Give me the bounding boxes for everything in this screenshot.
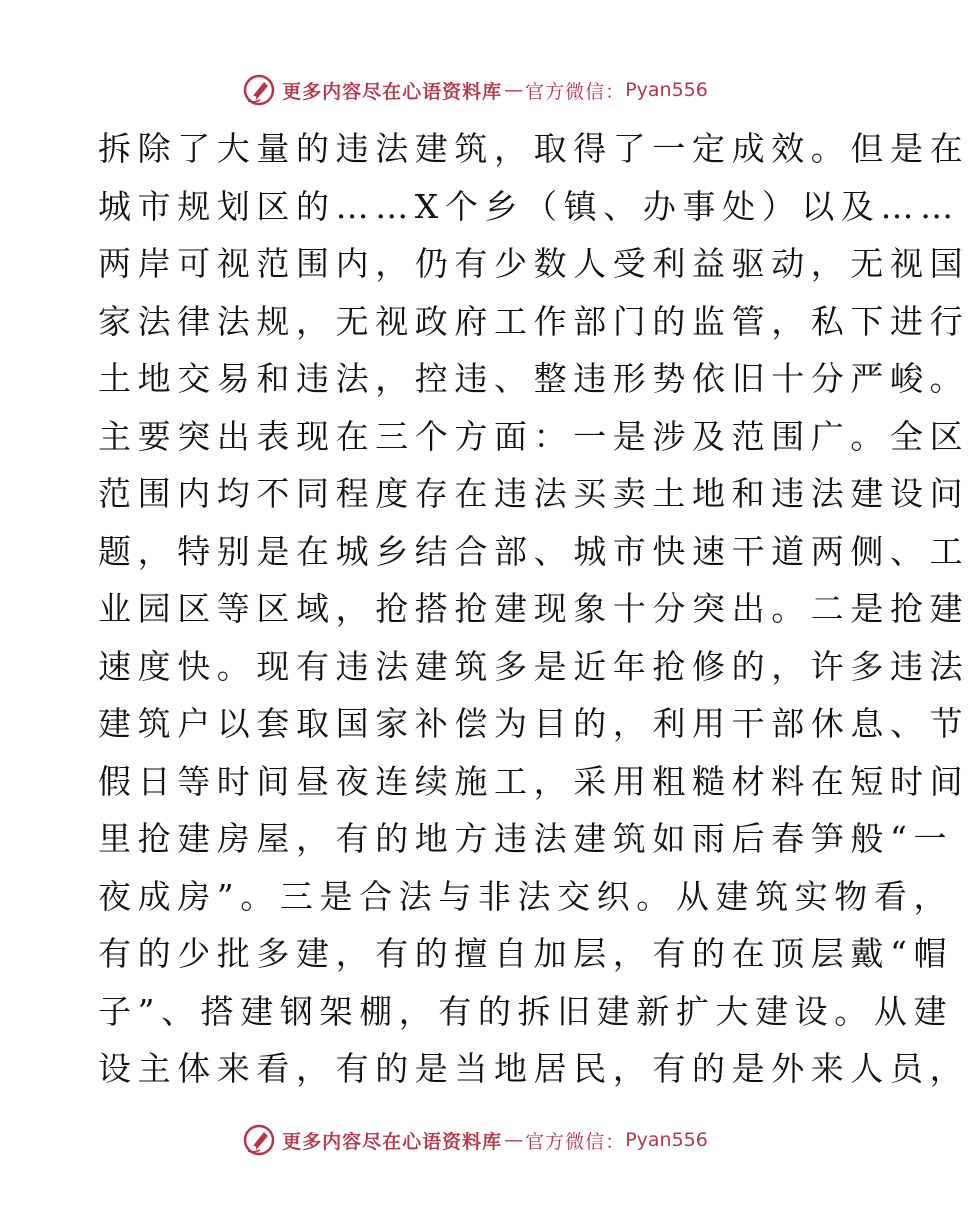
banner-wechat-label: 官方微信： [525, 80, 626, 103]
body-line: 夜成房”。三是合法与非法交织。从建筑实物看， [98, 876, 954, 916]
body-line: 家法律法规，无视政府工作部门的监管，私下进行 [98, 301, 969, 341]
body-line: 子”、搭建钢架棚，有的拆旧建新扩大建设。从建 [98, 991, 954, 1031]
body-line: 假日等时间昼夜连续施工，采用粗糙材料在短时间 [98, 761, 969, 801]
banner-brand-text: 更多内容尽在心语资料库 [282, 1130, 503, 1153]
banner-wechat-account: Pyan556 [625, 79, 708, 101]
body-line: 城市规划区的……X个乡（镇、办事处）以及…… [98, 186, 960, 226]
body-line: 里抢建房屋，有的地方违法建筑如雨后春笋般“一 [98, 819, 954, 858]
body-line: 两岸可视范围内，仍有少数人受利益驱动，无视国 [98, 244, 969, 283]
body-line: 设主体来看，有的是当地居民，有的是外来人员， [98, 1049, 969, 1088]
body-line: 主要突出表现在三个方面：一是涉及范围广。全区 [98, 416, 969, 456]
banner-wechat-label: 官方微信： [525, 1130, 626, 1153]
body-line: 土地交易和违法，控违、整违形势依旧十分严峻。 [98, 359, 969, 398]
document-body [98, 120, 969, 1098]
body-line: 速度快。现有违法建筑多是近年抢修的，许多违法 [98, 646, 969, 686]
banner-separator: — [504, 79, 524, 101]
pen-nib-logo-icon [242, 73, 276, 107]
banner-brand-text: 更多内容尽在心语资料库 [282, 80, 503, 103]
header-banner [0, 70, 950, 110]
body-line: 拆除了大量的违法建筑，取得了一定成效。但是在 [98, 129, 969, 168]
pen-nib-logo-icon [242, 1123, 276, 1157]
body-line: 业园区等区域，抢搭抢建现象十分突出。二是抢建 [98, 589, 969, 628]
banner-separator: — [504, 1129, 524, 1151]
body-line: 范围内均不同程度存在违法买卖土地和违法建设问 [98, 474, 969, 513]
body-line: 建筑户以套取国家补偿为目的，利用干部休息、节 [98, 704, 969, 743]
banner-wechat-account: Pyan556 [625, 1129, 708, 1151]
body-line: 题，特别是在城乡结合部、城市快速干道两侧、工 [98, 531, 969, 571]
body-line: 有的少批多建，有的擅自加层，有的在顶层戴“帽 [98, 934, 954, 973]
footer-banner [0, 1120, 950, 1160]
